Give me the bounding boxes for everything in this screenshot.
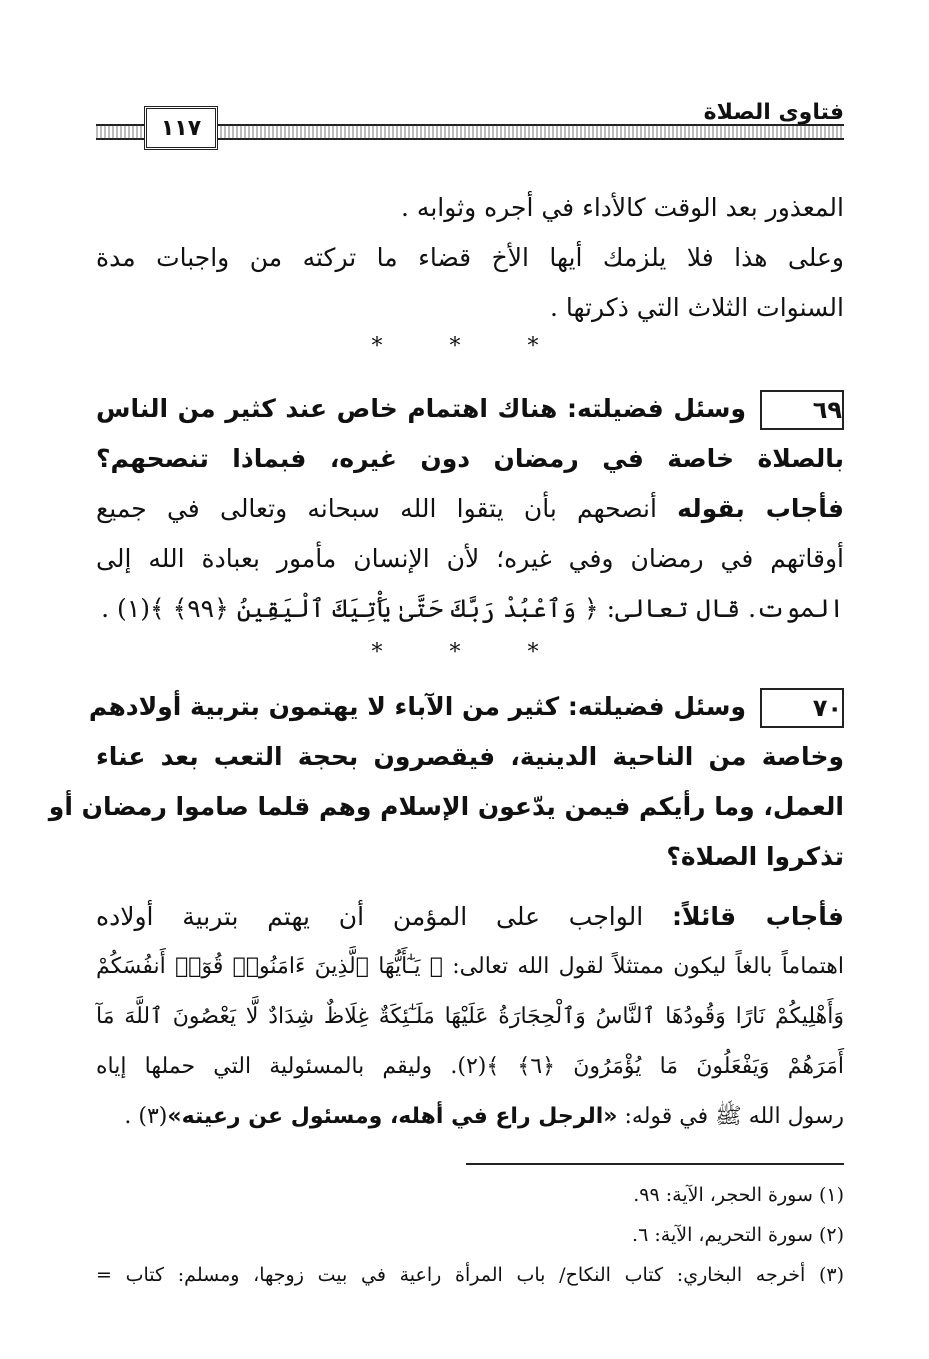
- page-header: [96, 98, 844, 146]
- answer-line: [96, 484, 844, 534]
- text-line: وعلى هذا فلا يلزمك أيها الأخ قضاء ما تركته من واجبات مدة: [96, 243, 844, 272]
- answer-line: الموت. قال تعالى: ﴿ وَٱعْبُدْ رَبَّكَ حَتَّىٰ يَأْتِيَكَ ٱلْيَقِينُ ﴿٩٩﴾ ﴾(١) .: [101, 594, 844, 623]
- answer-text: رسول الله ﷺ في قوله:: [624, 1104, 844, 1129]
- question-text: وسئل فضيلته: هناك اهتمام خاص عند كثير من الناس: [96, 394, 746, 423]
- answer-line: [96, 892, 844, 942]
- footnote: (٢) سورة التحريم، الآية: ٦.: [632, 1224, 844, 1246]
- footnote-divider: [466, 1163, 844, 1165]
- paragraph-continuation: [96, 183, 844, 333]
- section-separator: * * *: [371, 334, 569, 359]
- question-number: ٧٠: [760, 688, 844, 728]
- question-number: ٦٩: [760, 390, 844, 430]
- question-line: بالصلاة خاصة في رمضان دون غيره، فبماذا تنصحهم؟: [96, 444, 844, 473]
- answer-text: أنصحهم بأن يتقوا الله سبحانه وتعالى في جميع: [96, 494, 657, 523]
- running-title: فتاوى الصلاة: [703, 100, 844, 125]
- hadith-quote: «الرجل راع في أهله، ومسئول عن رعيته»: [167, 1104, 618, 1129]
- question-70: [48, 682, 844, 882]
- question-text: وسئل فضيلته: كثير من الآباء لا يهتمون بتربية أولادهم: [88, 692, 746, 721]
- question-line: [88, 682, 844, 732]
- footnote: (٣) أخرجه البخاري: كتاب النكاح/ باب المرأة راعية في بيت زوجها، ومسلم: كتاب =: [96, 1264, 844, 1286]
- text-line: المعذور بعد الوقت كالأداء في أجره وثوابه .: [401, 193, 844, 222]
- section-separator: * * *: [371, 640, 569, 665]
- answer-line: أوقاتهم في رمضان وفي غيره؛ لأن الإنسان مأمور بعبادة الله إلى: [96, 544, 844, 573]
- answer-lead: فأجاب بقوله: [677, 494, 845, 523]
- question-line: تذكروا الصلاة؟: [666, 842, 844, 871]
- text-line: السنوات الثلاث التي ذكرتها .: [550, 293, 844, 322]
- footnote: (١) سورة الحجر، الآية: ٩٩.: [633, 1184, 844, 1206]
- answer-line: اهتماماً بالغاً ليكون ممتثلاً لقول الله تعالى: ﴿ يَـٰٓأَيُّهَا ٱلَّذِينَ ءَامَنُوا۟ قُوٓا۟ أَنفُسَكُمْ: [96, 954, 844, 979]
- answer-line: وَأَهْلِيكُمْ نَارًا وَقُودُهَا ٱلنَّاسُ وَٱلْحِجَارَةُ عَلَيْهَا مَلَـٰٓئِكَةٌ غِلَاظٌ شِدَادٌ لَّا يَعْصُونَ ٱللَّهَ مَآ: [96, 1004, 844, 1029]
- footnote-ref: (٣) .: [124, 1104, 168, 1129]
- page-number: ١١٧: [144, 106, 218, 150]
- question-line: العمل، وما رأيكم فيمن يدّعون الإسلام وهم قلما صاموا رمضان أو: [48, 792, 844, 821]
- question-line: [96, 384, 844, 434]
- question-69: [96, 384, 844, 634]
- answer-text: الواجب على المؤمن أن يهتم بتربية أولاده: [96, 902, 644, 931]
- answer-line: أَمَرَهُمْ وَيَفْعَلُونَ مَا يُؤْمَرُونَ ﴿٦﴾ ﴾(٢). وليقم بالمسئولية التي حملها إياه: [96, 1054, 844, 1079]
- answer-lead: فأجاب قائلاً:: [672, 902, 844, 931]
- answer-line: [96, 1092, 844, 1142]
- question-line: وخاصة من الناحية الدينية، فيقصرون بحجة التعب بعد عناء: [96, 742, 844, 771]
- answer-70: [96, 892, 844, 1142]
